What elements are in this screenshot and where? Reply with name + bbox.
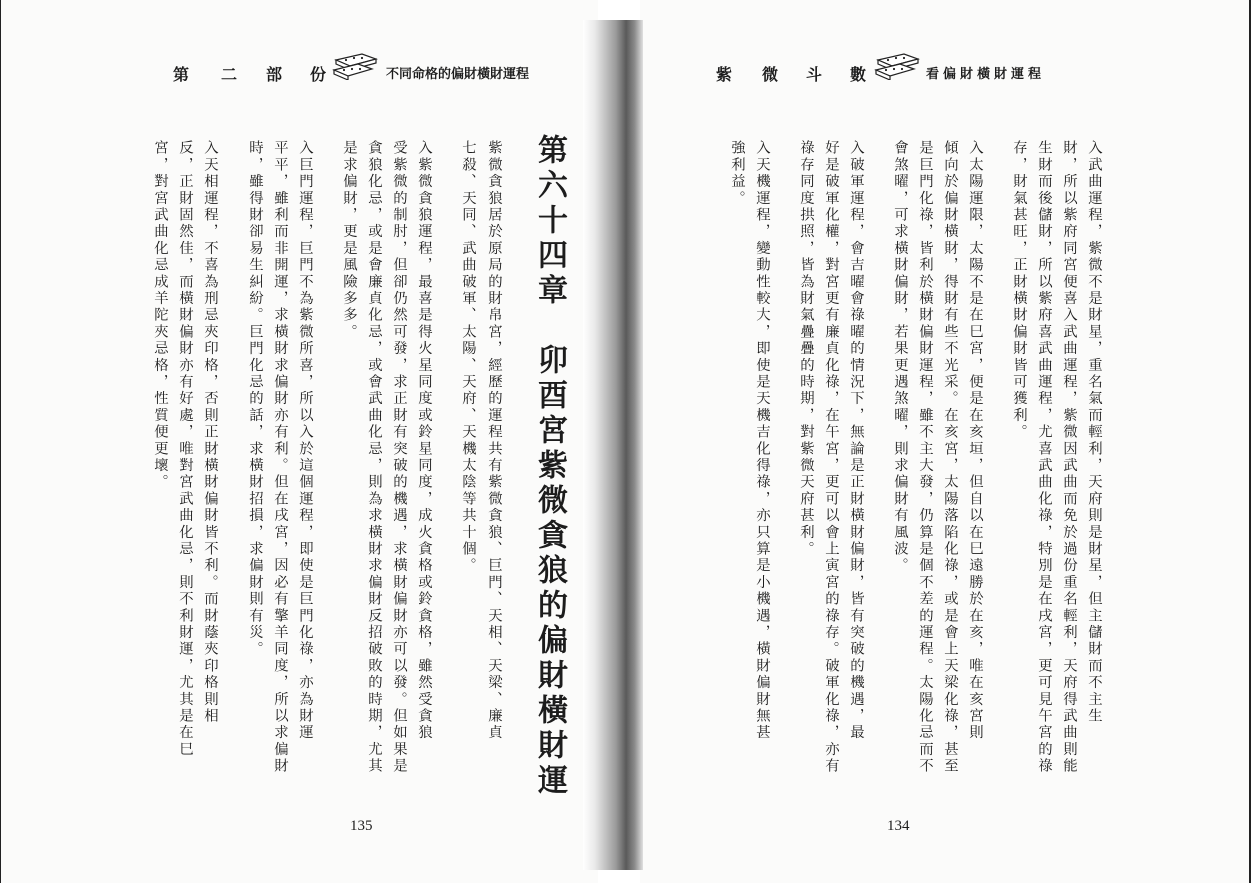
right-text-column: 入太陽運限，太陽不是在巳宮，便是在亥垣，但自以在巳遠勝於在亥，唯在亥宮則 — [967, 140, 983, 742]
left-text-column: 時，雖得財卻易生糾紛。巨門化忌的話，求橫財招損，求偏財則有災。 — [247, 140, 263, 658]
right-text-column: 入天機運程，變動性較大，即使是天機吉化得祿，亦只算是小機遇，橫財偏財無甚 — [754, 140, 770, 742]
chapter-title: 第六十四章 卯酉宮紫微貪狼的偏財橫財運 — [532, 134, 567, 799]
left-text-column: 紫微貪狼居於原局的財帛宮，經歷的運程共有紫微貪狼、巨門、天相、天梁、廉貞 — [486, 140, 502, 742]
left-header-char-1: 第 — [173, 65, 190, 84]
left-header-char-4: 份 — [310, 65, 327, 84]
left-text-column: 貪狼化忌，或是會廉貞化忌，或會武曲化忌，則為求橫財求偏財反招破敗的時期，尤其 — [366, 140, 382, 775]
left-header-char-2: 二 — [221, 65, 238, 84]
right-text-column: 是巨門化祿，皆利於橫財偏財運程，雖不主大發，仍算是個不差的運程。太陽化忌而不 — [917, 140, 933, 775]
right-text-column: 好是破軍化權，對宮更有廉貞化祿，在午宮，更可以會上寅宮的祿存。破軍化祿，亦有 — [823, 140, 839, 775]
left-text-column: 平平，雖利而非開運，求橫財求偏財亦有利。但在戌宮，因必有擎羊同度，所以求偏財 — [272, 140, 288, 775]
right-text-column: 祿存同度拱照，皆為財氣疊疊的時期，對紫微天府甚利。 — [798, 140, 814, 558]
right-text-column: 入武曲運程，紫微不是財星，重名氣而輕利，天府則是財星，但主儲財而不主生 — [1086, 140, 1102, 725]
right-text-column: 強利益。 — [729, 140, 745, 207]
left-header-subtitle: 不同命格的偏財橫財運程 — [386, 67, 530, 82]
right-text-column: 財，所以紫府同宮便喜入武曲運程，紫微因武曲而免於過份重名輕利，天府得武曲則能 — [1061, 140, 1077, 775]
left-text-column: 入巨門運程，巨門不為紫微所喜，所以入於這個運程，即使是巨門化祿，亦為財運 — [297, 140, 313, 742]
right-header-char-4: 數 — [850, 65, 867, 84]
right-header-char-2: 微 — [762, 65, 779, 84]
book-spine-shadow — [583, 20, 643, 870]
left-text-column: 受紫微的制肘，但卻仍然可發，求正財有突破的機遇，求橫財偏財亦可以發。但如果是 — [391, 140, 407, 775]
left-text-column: 入天相運程，不喜為刑忌夾印格，否則正財橫財偏財皆不利。而財蔭夾印格則相 — [202, 140, 218, 725]
right-header-char-1: 紫 — [716, 65, 733, 84]
left-page — [0, 0, 598, 883]
right-page-number: 134 — [887, 818, 910, 834]
right-page — [640, 0, 1251, 883]
left-text-column: 入紫微貪狼運程，最喜是得火星同度或鈴星同度，成火貪格或鈴貪格，雖然受貪狼 — [416, 140, 432, 742]
dice-icon — [874, 50, 922, 80]
left-page-number: 135 — [350, 818, 373, 834]
left-text-column: 反，正財固然佳，而橫財偏財亦有好處，唯對宮武曲化忌，則不利財運，尤其是在巳 — [177, 140, 193, 758]
page-border-left — [0, 0, 1, 883]
right-text-column: 生財而後儲財，所以紫府喜武曲運程，尤喜武曲化祿，特別是在戌宮，更可見午宮的祿 — [1036, 140, 1052, 775]
right-text-column: 存，財氣甚旺，正財橫財偏財皆可獲利。 — [1011, 140, 1027, 441]
left-header-char-3: 部 — [266, 65, 283, 84]
left-text-column: 宮，對宮武曲化忌成羊陀夾忌格，性質便更壞。 — [152, 140, 168, 491]
left-text-column: 七殺、天同、武曲破軍、太陽、天府、天機太陰等共十個。 — [460, 140, 476, 575]
right-header-char-3: 斗 — [806, 65, 823, 84]
right-text-column: 傾向於偏財橫財，得財有些不光采。在亥宮，太陽落陷化祿，或是會上天梁化祿，甚至 — [942, 140, 958, 775]
right-text-column: 會煞曜，可求橫財偏財，若果更遇煞曜，則求偏財有風波。 — [892, 140, 908, 575]
right-text-column: 入破軍運程，會吉曜會祿曜的情況下，無論是正財橫財偏財，皆有突破的機遇，最 — [848, 140, 864, 742]
right-header-subtitle: 看偏財橫財運程 — [926, 67, 1046, 82]
dice-icon — [332, 50, 380, 80]
left-text-column: 是求偏財，更是風險多多。 — [341, 140, 357, 341]
